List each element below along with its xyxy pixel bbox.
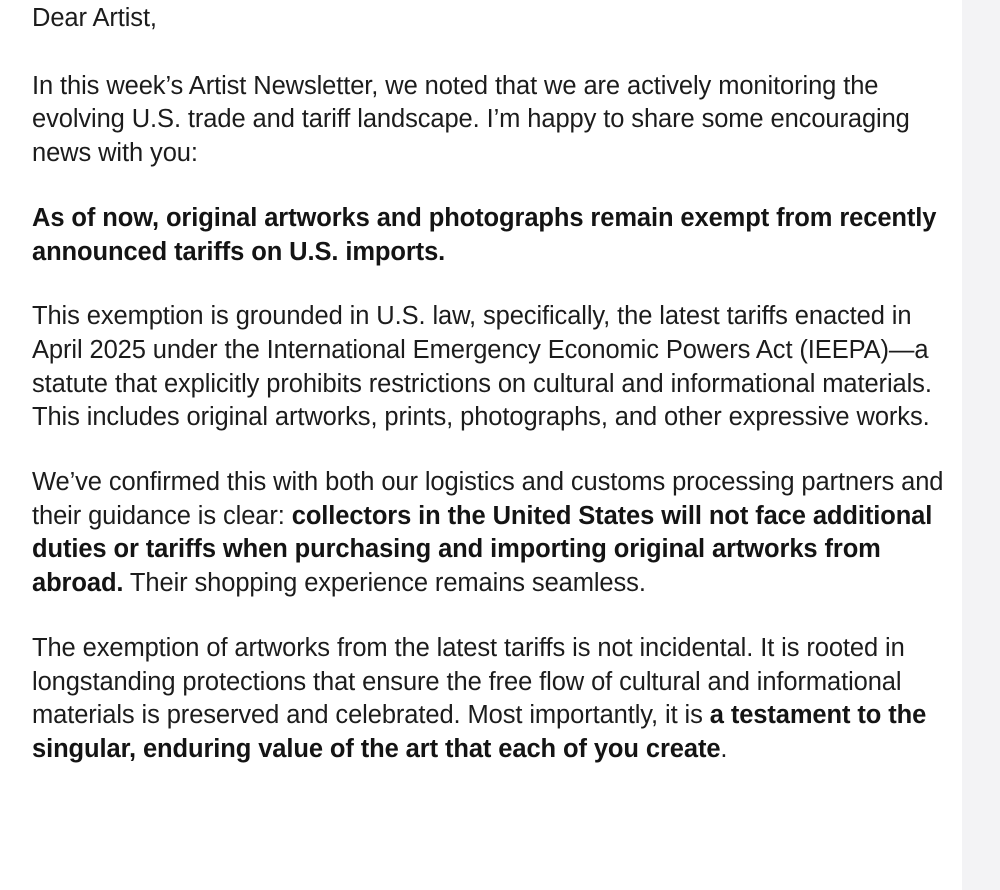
- intro-paragraph: In this week’s Artist Newsletter, we noted that we are actively monitoring the evolving U.S. trade and tariff landscape. I’m happy to share some encouraging news with you:: [32, 71, 910, 168]
- closing-bold: a testament to the singular, enduring value of the art that each of you create: [32, 701, 927, 763]
- confirmation-bold: collectors in the United States will not face additional duties or tariffs when purchasing and importing original artworks from abroad.: [32, 501, 933, 598]
- confirmation-paragraph: [32, 466, 960, 601]
- closing-paragraph: [32, 632, 960, 767]
- email-body: [32, 2, 960, 798]
- closing-tail: .: [720, 734, 728, 763]
- highlight-paragraph: [32, 202, 960, 269]
- confirmation-lead: We’ve confirmed this with both our logistics and customs processing partners and their guidance is clear:: [32, 468, 944, 530]
- greeting: Dear Artist,: [32, 4, 157, 32]
- closing-lead: The exemption of artworks from the latest tariffs is not incidental. It is rooted in longstanding protections that ensure the free flow of cultural and informational materials is preserved and celebrated. Most importantly, it is: [32, 633, 905, 730]
- highlight-text: As of now, original artworks and photographs remain exempt from recently announced tariffs on U.S. imports.: [32, 203, 937, 266]
- exemption-paragraph: This exemption is grounded in U.S. law, specifically, the latest tariffs enacted in April 2025 under the International Emergency Economic Powers Act (IEEPA)—a statute that explicitly prohibits restrictions on cultural and informational materials. This includes original artworks, prints, photographs, and other expressive works.: [32, 302, 932, 432]
- confirmation-tail: Their shopping experience remains seamless.: [123, 569, 646, 598]
